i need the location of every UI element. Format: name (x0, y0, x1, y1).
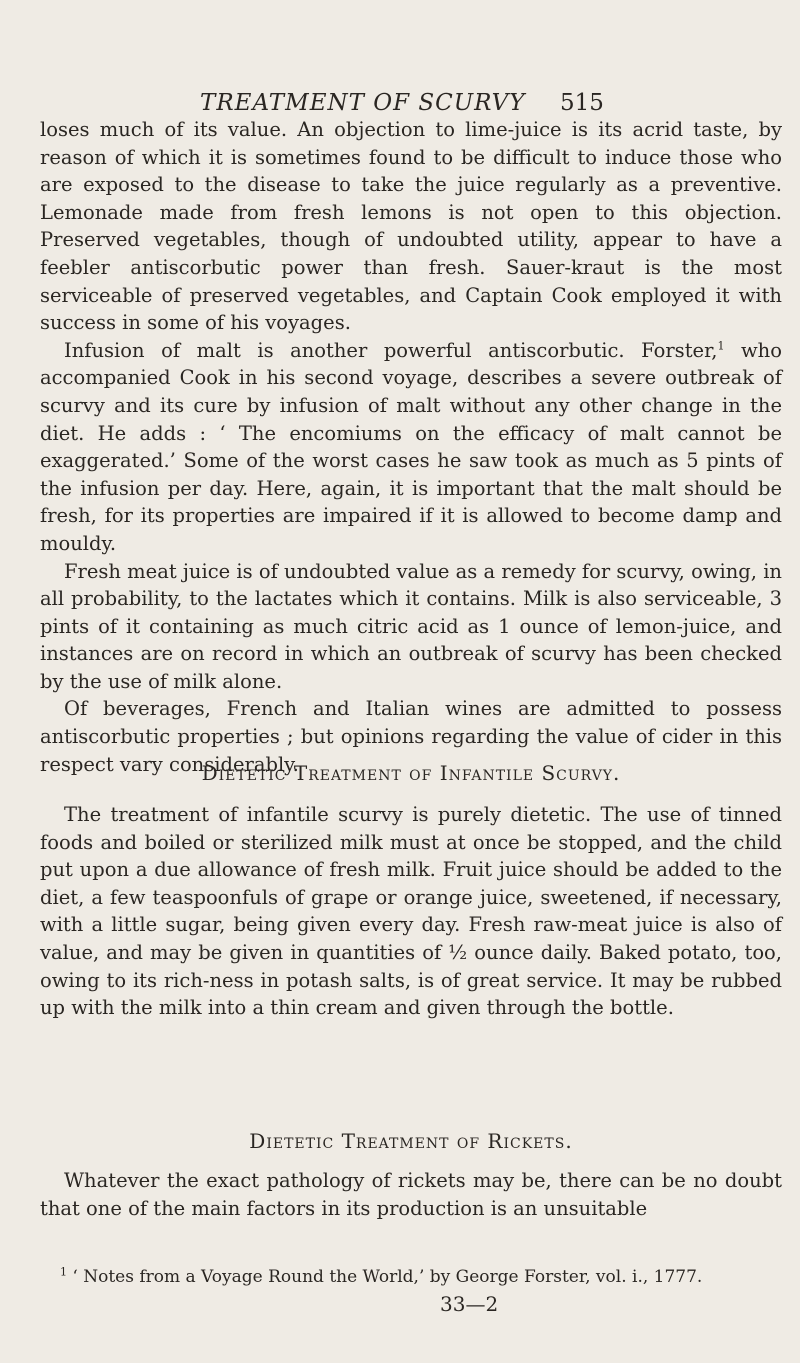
section-heading: Dietetic Treatment of Rickets. (249, 1129, 573, 1153)
paragraph: The treatment of infantile scurvy is purely dietetic. The use of tinned foods and boiled or sterilized milk must at once be stopped, and the child put upon a due allowance of fresh milk. Fruit juice should be added to the diet, a few teaspoonfuls of grape or orange juice, sweetened, if necessary, with a little sugar, being given every day. Fresh raw-meat juice is also of value, and may be given in quantities of ½ ounce daily. Baked potato, too, owing to its rich-ness in potash salts, is of great service. It may be rubbed up with the milk into a thin cream and given through the bottle. (40, 803, 782, 1020)
footnote-marker: 1 (60, 1265, 67, 1279)
footnote-reference[interactable]: 1 (717, 339, 725, 353)
paragraph: loses much of its value. An objection to lime-juice is its acrid taste, by reason of which it is sometimes found to be difficult to induce those who are exposed to the disease to take the juice regularly as a preventive. Lemonade made from fresh lemons is not open to this objection. Preserved vegetables, though of undoubted utility, appear to have a feebler antiscorbutic power than fresh. Sauer-kraut is the most serviceable of preserved vegetables, and Captain Cook employed it with success in some of his voyages. (40, 118, 782, 335)
paragraph-text: who accompanied Cook in his second voyage, describes a severe outbreak of scurvy and its cure by infusion of malt without any other change in the diet. He adds : ‘ The encomiums on the efficacy of malt cannot be exaggerated.’ Some of the worst cases he saw took as much as 5 pints of the infusion per day. Here, again, it is important that the malt should be fresh, for its properties are impaired if it is allowed to become damp and mouldy. (40, 338, 782, 555)
body-text (40, 1167, 782, 1222)
body-text (40, 116, 782, 778)
paragraph: Whatever the exact pathology of rickets may be, there can be no doubt that one of the main factors in its production is an unsuitable (40, 1169, 782, 1220)
signature-mark: 33—2 (440, 1292, 499, 1316)
body-text (40, 801, 782, 1022)
running-head (200, 90, 600, 116)
footnote (60, 1266, 780, 1288)
section-heading: Dietetic Treatment of Infantile Scurvy. (201, 761, 621, 785)
footnote-text: ‘ Notes from a Voyage Round the World,’ by George Forster, vol. i., 1777. (67, 1267, 703, 1287)
page-number: 515 (560, 90, 604, 116)
paragraph: Fresh meat juice is of undoubted value as a remedy for scurvy, owing, in all probability, to the lactates which it contains. Milk is also serviceable, 3 pints of it containing as much citric acid as 1 ounce of lemon-juice, and instances are on record in which an outbreak of scurvy has been checked by the use of milk alone. (40, 559, 782, 693)
paragraph-text: Infusion of malt is another powerful antiscorbutic. Forster, (64, 338, 718, 362)
running-title: TREATMENT OF SCURVY (200, 90, 526, 116)
paragraph (40, 337, 782, 558)
paragraph: Of beverages, French and Italian wines are admitted to possess antiscorbutic properties ; but opinions regarding the value of cider in this respect vary considerably. (40, 697, 782, 776)
